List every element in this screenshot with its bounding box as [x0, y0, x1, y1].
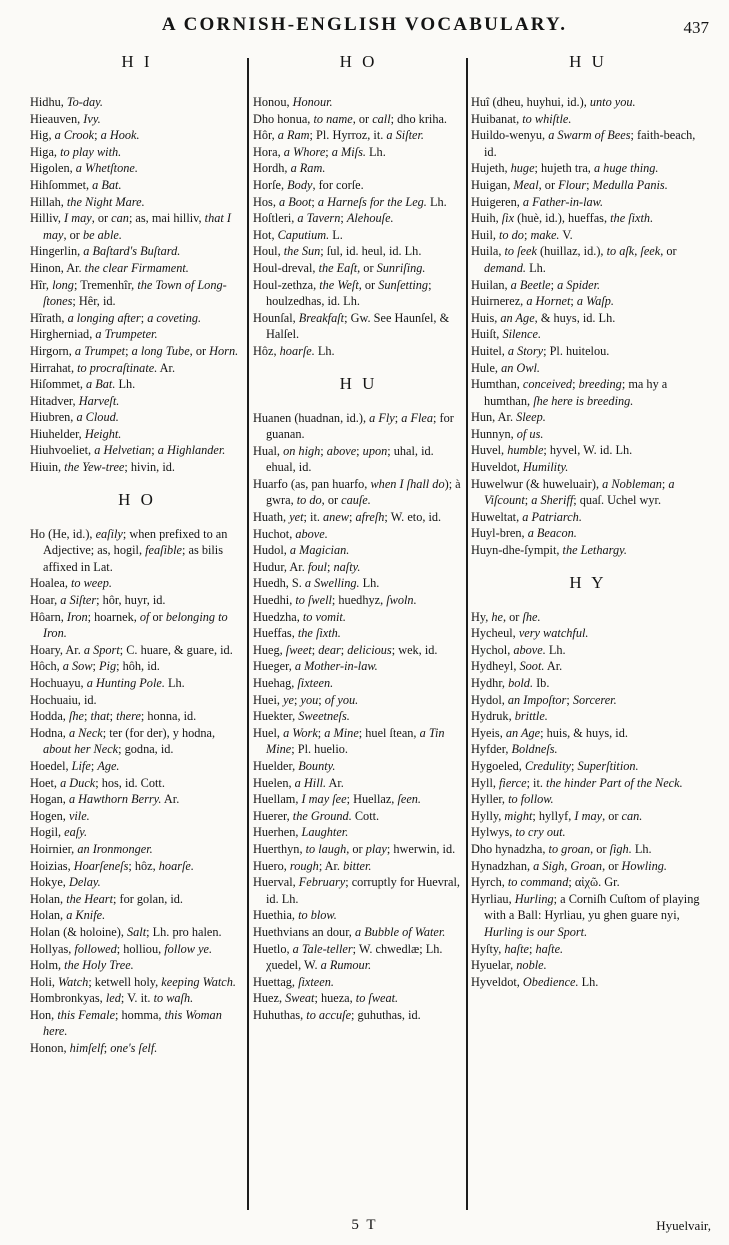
dictionary-entry: Hychol, above. Lh. — [471, 642, 566, 657]
dictionary-entry: Hiuhvoeliet, a Helvetian; a Highlander. — [30, 443, 226, 458]
dictionary-entry: Hounſal, Breakfaſt; Gw. See Haunſel, & Halſel. — [253, 310, 450, 342]
dictionary-entry: Hygoeled, Credulity; Superſtition. — [471, 758, 639, 773]
dictionary-entry: Huekter, Sweetneſs. — [253, 709, 350, 724]
dictionary-entry: Huilan, a Beetle; a Spider. — [471, 277, 601, 292]
dictionary-entry: Holi, Watch; ketwell holy, keeping Watch. — [30, 974, 236, 989]
dictionary-entry: Hodda, ſhe; that; there; honna, id. — [30, 709, 197, 724]
dictionary-entry: Huettag, ſixteen. — [253, 974, 334, 989]
dictionary-entry: Hôch, a Sow; Pig; hôh, id. — [30, 659, 160, 674]
dictionary-entry: Huila, to ſeek (huillaz, id.), to aſk, ſeek, or demand. Lh. — [471, 244, 677, 275]
dictionary-entry: Hordh, a Ram. — [253, 161, 326, 176]
section-heading: H U — [339, 373, 378, 393]
dictionary-entry: Huedzha, to vomit. — [253, 609, 346, 624]
dictionary-entry: Huih, ſix (huè, id.), hueffas, the ſixth. — [471, 211, 654, 226]
dictionary-entry: Huitel, a Story; Pl. huitelou. — [471, 343, 610, 358]
dictionary-entry: Humthan, conceived; breeding; ma hy a humthan, ſhe here is breeding. — [471, 377, 668, 408]
running-title: A CORNISH-ENGLISH VOCABULARY. — [161, 14, 568, 35]
dictionary-entry: Hollyas, followed; holliou, follow ye. — [30, 941, 213, 956]
dictionary-entry: Huvel, humble; hyvel, W. id. Lh. — [471, 443, 633, 458]
dictionary-entry: Hydheyl, Soot. Ar. — [471, 659, 563, 674]
dictionary-entry: Hieauven, Ivy. — [30, 111, 101, 126]
dictionary-entry: Hot, Caputium. L. — [253, 227, 343, 242]
dictionary-entry: Hyrliau, Hurling; a Corniſh Cuſtom of playing with a Ball: Hyrliau, yu ghen guare nyi, Hurling is our Sport. — [471, 891, 700, 939]
dictionary-entry: Huethvians an dour, a Bubble of Water. — [253, 924, 446, 939]
dictionary-entry: Hylwys, to cry out. — [471, 825, 566, 840]
dictionary-entry: Hyrch, to command; αἰχῶ. Gr. — [471, 875, 620, 890]
dictionary-entry: Hirgorn, a Trumpet; a long Tube, or Horn. — [30, 343, 239, 358]
dictionary-entry: Horſe, Body, for corſe. — [253, 177, 364, 192]
dictionary-entry: Hoary, Ar. a Sport; C. huare, & guare, id. — [30, 642, 233, 657]
page-number: 437 — [683, 18, 709, 37]
dictionary-entry: Houl-zethza, the Weſt, or Sunſetting; houlzedhas, id. Lh. — [253, 277, 432, 309]
section-heading: H I — [121, 52, 153, 71]
dictionary-entry: Dho honua, to name, or call; dho kriha. — [253, 111, 448, 126]
column-1 — [30, 48, 244, 1213]
dictionary-entry: Huerthyn, to laugh, or play; hwerwin, id. — [253, 841, 456, 856]
dictionary-entry: Huanen (huadnan, id.), a Fly; a Flea; for guanan. — [253, 410, 454, 442]
column-rule-right — [466, 58, 468, 1210]
dictionary-entry: Huerer, the Ground. Cott. — [253, 808, 380, 823]
dictionary-entry: Huveldot, Humility. — [471, 460, 569, 475]
dictionary-entry: Hîr, long; Tremenhîr, the Town of Long-ſtones; Hêr, id. — [30, 277, 227, 309]
dictionary-entry: Hiuhelder, Height. — [30, 426, 122, 441]
dictionary-entry: Hyſty, haſte; haſte. — [471, 941, 564, 956]
dictionary-entry: Hon, this Female; homma, this Woman here. — [30, 1007, 222, 1039]
dictionary-entry: Hoizias, Hoarſeneſs; hôz, hoarſe. — [30, 858, 194, 873]
dictionary-entry: Huero, rough; Ar. bitter. — [253, 858, 372, 873]
dictionary-entry: Hochuayu, a Hunting Pole. Lh. — [30, 676, 185, 690]
dictionary-entry: Hochuaiu, id. — [30, 692, 97, 707]
dictionary-entry: Hyller, to follow. — [471, 792, 554, 807]
dictionary-entry: Hôr, a Ram; Pl. Hyrroz, it. a Siſter. — [253, 128, 424, 143]
dictionary-entry: Hyuelar, noble. — [471, 958, 547, 973]
dictionary-entry: Hoar, a Siſter; hôr, huyr, id. — [30, 593, 166, 608]
dictionary-entry: Huelen, a Hill. Ar. — [253, 775, 344, 790]
dictionary-entry: Hihſommet, a Bat. — [30, 177, 122, 192]
dictionary-entry: Hiubren, a Cloud. — [30, 410, 119, 425]
dictionary-entry: Houl-dreval, the Eaſt, or Sunriſing. — [253, 260, 426, 275]
dictionary-entry: Higa, to play with. — [30, 144, 122, 159]
dictionary-entry: Hogen, vile. — [30, 808, 90, 823]
dictionary-entry: Hiſommet, a Bat. Lh. — [30, 377, 136, 392]
dictionary-entry: Hueg, ſweet; dear; delicious; wek, id. — [253, 642, 438, 657]
dictionary-entry: Hun, Ar. Sleep. — [471, 410, 546, 425]
dictionary-entry: Huei, ye; you; of you. — [253, 692, 359, 707]
dictionary-entry: Hombronkyas, led; V. it. to waſh. — [30, 991, 194, 1006]
dictionary-entry: Huellam, I may ſee; Huellaz, ſeen. — [253, 792, 422, 807]
dictionary-entry: Hunnyn, of us. — [471, 426, 544, 441]
dictionary-entry: Holm, the Holy Tree. — [30, 958, 134, 973]
dictionary-entry: Huigeren, a Father-in-law. — [471, 194, 604, 209]
dictionary-entry: Hôz, hoarſe. Lh. — [253, 343, 335, 358]
dictionary-entry: Hinon, Ar. the clear Firmament. — [30, 260, 189, 275]
dictionary-entry: Hogan, a Hawthorn Berry. Ar. — [30, 792, 180, 807]
dictionary-entry: Hyll, fierce; it. the hinder Part of the Neck. — [471, 775, 683, 790]
section-heading: H O — [339, 52, 378, 71]
dictionary-entry: Huehag, ſixteen. — [253, 676, 334, 690]
dictionary-entry: Honou, Honour. — [253, 95, 333, 109]
section-heading: H Y — [569, 572, 607, 592]
dictionary-entry: Huelder, Bounty. — [253, 758, 336, 773]
dictionary-entry: Huedhi, to ſwell; huedhyz, ſwoln. — [253, 593, 417, 608]
section-heading: H U — [569, 52, 607, 71]
dictionary-entry: Hoedel, Life; Age. — [30, 758, 120, 773]
dictionary-entry: Higolen, a Whetſtone. — [30, 161, 138, 176]
dictionary-entry: Hudur, Ar. foul; naſty. — [253, 559, 361, 574]
dictionary-entry: Houl, the Sun; ſul, id. heul, id. Lh. — [253, 244, 422, 259]
dictionary-entry: Huigan, Meal, or Flour; Medulla Panis. — [471, 177, 668, 192]
dictionary-entry: Hiuin, the Yew-tree; hivin, id. — [30, 460, 175, 475]
dictionary-entry: Hoalea, to weep. — [30, 576, 112, 591]
dictionary-entry: Ho (He, id.), eaſily; when prefixed to an Adjective; as, hogil, feaſible; as bilis affixed in Lat. — [30, 526, 228, 574]
section-heading: H O — [118, 489, 156, 509]
dictionary-entry: Hydruk, brittle. — [471, 709, 548, 724]
dictionary-entry: Huil, to do; make. V. — [471, 227, 573, 242]
page-footer — [0, 1216, 729, 1234]
column-2 — [253, 48, 464, 1213]
dictionary-entry: Hule, an Owl. — [471, 360, 541, 375]
dictionary-entry: Huedh, S. a Swelling. Lh. — [253, 576, 380, 591]
dictionary-entry: Hodna, a Neck; ter (for der), y hodna, about her Neck; godna, id. — [30, 725, 216, 757]
dictionary-entry: Hyeis, an Age; huis, & huys, id. — [471, 725, 628, 740]
dictionary-entry: Huarfo (as, pan huarfo, when I ſhall do); à gwra, to do, or cauſe. — [253, 476, 461, 508]
dictionary-entry: Huirnerez, a Hornet; a Waſp. — [471, 294, 614, 309]
dictionary-entry: Hîrath, a longing after; a coveting. — [30, 310, 202, 325]
dictionary-entry: Huerhen, Laughter. — [253, 825, 349, 840]
catchword: Hyuelvair, — [656, 1218, 711, 1233]
dictionary-entry: Hokye, Delay. — [30, 875, 101, 890]
dictionary-entry: Hujeth, huge; hujeth tra, a huge thing. — [471, 161, 659, 176]
dictionary-entry: Hyfder, Boldneſs. — [471, 742, 558, 757]
dictionary-entry: Hycheul, very watchful. — [471, 626, 589, 641]
column-rule-left — [247, 58, 249, 1210]
column-3 — [471, 48, 705, 1213]
dictionary-entry: Hôarn, Iron; hoarnek, of or belonging to Iron. — [30, 609, 228, 641]
dictionary-entry: Hylly, might; hyllyf, I may, or can. — [471, 808, 643, 823]
dictionary-entry: Huibanat, to whiſtle. — [471, 111, 572, 126]
dictionary-entry: Huis, an Age, & huys, id. Lh. — [471, 310, 616, 325]
dictionary-entry: Hoſtleri, a Tavern; Alehouſe. — [253, 211, 394, 226]
dictionary-entry: Hingerlin, a Baſtard's Buſtard. — [30, 244, 181, 259]
dictionary-entry: Huildo-wenyu, a Swarm of Bees; faith-beach, id. — [471, 128, 696, 159]
dictionary-entry: Huez, Sweat; hueza, to ſweat. — [253, 991, 399, 1006]
dictionary-entry: Huethia, to blow. — [253, 908, 337, 923]
page-header — [0, 0, 729, 46]
dictionary-entry: Hual, on high; above; upon; uhal, id. ehual, id. — [253, 443, 434, 475]
dictionary-entry: Huchot, above. — [253, 526, 328, 541]
dictionary-entry: Huî (dheu, huyhui, id.), unto you. — [471, 95, 636, 109]
dictionary-entry: Hogil, eaſy. — [30, 825, 88, 840]
dictionary-entry: Huerval, February; corruptly for Huevral, id. Lh. — [253, 875, 460, 906]
dictionary-entry: Hilliv, I may, or can; as, mai hilliv, that I may, or be able. — [30, 211, 231, 242]
dictionary-entry: Holan (& holoine), Salt; Lh. pro halen. — [30, 924, 222, 939]
dictionary-entry: Huwelwur (& huweluair), a Nobleman; a Viſcount; a Sheriff; quaſ. Uchel wyr. — [471, 476, 675, 508]
dictionary-entry: Huhuthas, to accuſe; guhuthas, id. — [253, 1007, 421, 1022]
dictionary-entry: Hirrahat, to procraſtinate. Ar. — [30, 360, 176, 375]
dictionary-entry: Hydhr, bold. Ib. — [471, 676, 550, 690]
dictionary-entry: Holan, a Knife. — [30, 908, 106, 923]
dictionary-entry: Hillah, the Night Mare. — [30, 194, 145, 209]
dictionary-entry: Holan, the Heart; for golan, id. — [30, 891, 184, 906]
dictionary-entry: Hora, a Whore; a Miſs. Lh. — [253, 144, 386, 159]
dictionary-entry: Huiſt, Silence. — [471, 327, 542, 342]
dictionary-entry: Hynadzhan, a Sigh, Groan, or Howling. — [471, 858, 667, 873]
dictionary-entry: Huath, yet; it. anew; afreſh; W. eto, id. — [253, 510, 442, 525]
dictionary-entry: Hoet, a Duck; hos, id. Cott. — [30, 775, 165, 790]
dictionary-entry: Huweltat, a Patriarch. — [471, 509, 582, 524]
printer-signature: 5 T — [351, 1217, 378, 1233]
dictionary-entry: Hig, a Crook; a Hook. — [30, 128, 140, 143]
dictionary-entry: Hyveldot, Obedience. Lh. — [471, 974, 599, 989]
dictionary-entry: Huetlo, a Tale-teller; W. chwedlæ; Lh. χuedel, W. a Rumour. — [253, 941, 443, 973]
dictionary-entry: Hos, a Boot; a Harneſs for the Leg. Lh. — [253, 194, 447, 209]
dictionary-entry: Hoirnier, an Ironmonger. — [30, 841, 153, 856]
dictionary-entry: Hy, he, or ſhe. — [471, 609, 541, 624]
dictionary-entry: Huyn-dhe-ſympit, the Lethargy. — [471, 543, 627, 558]
dictionary-entry: Hirgherniad, a Trumpeter. — [30, 327, 158, 342]
dictionary-entry: Dho hynadzha, to groan, or ſigh. Lh. — [471, 841, 652, 856]
dictionary-entry: Honon, himſelf; one's ſelf. — [30, 1041, 158, 1056]
dictionary-entry: Hydol, an Impoſtor; Sorcerer. — [471, 692, 617, 707]
dictionary-entry: Hudol, a Magician. — [253, 543, 350, 558]
dictionary-entry: Huel, a Work; a Mine; huel ſtean, a Tin Mine; Pl. huelio. — [253, 725, 445, 757]
dictionary-entry: Hueffas, the ſixth. — [253, 626, 341, 641]
dictionary-entry: Hidhu, To-day. — [30, 95, 104, 109]
dictionary-entry: Hueger, a Mother-in-law. — [253, 659, 378, 674]
dictionary-entry: Huyl-bren, a Beacon. — [471, 526, 577, 541]
dictionary-entry: Hitadver, Harveſt. — [30, 393, 120, 408]
